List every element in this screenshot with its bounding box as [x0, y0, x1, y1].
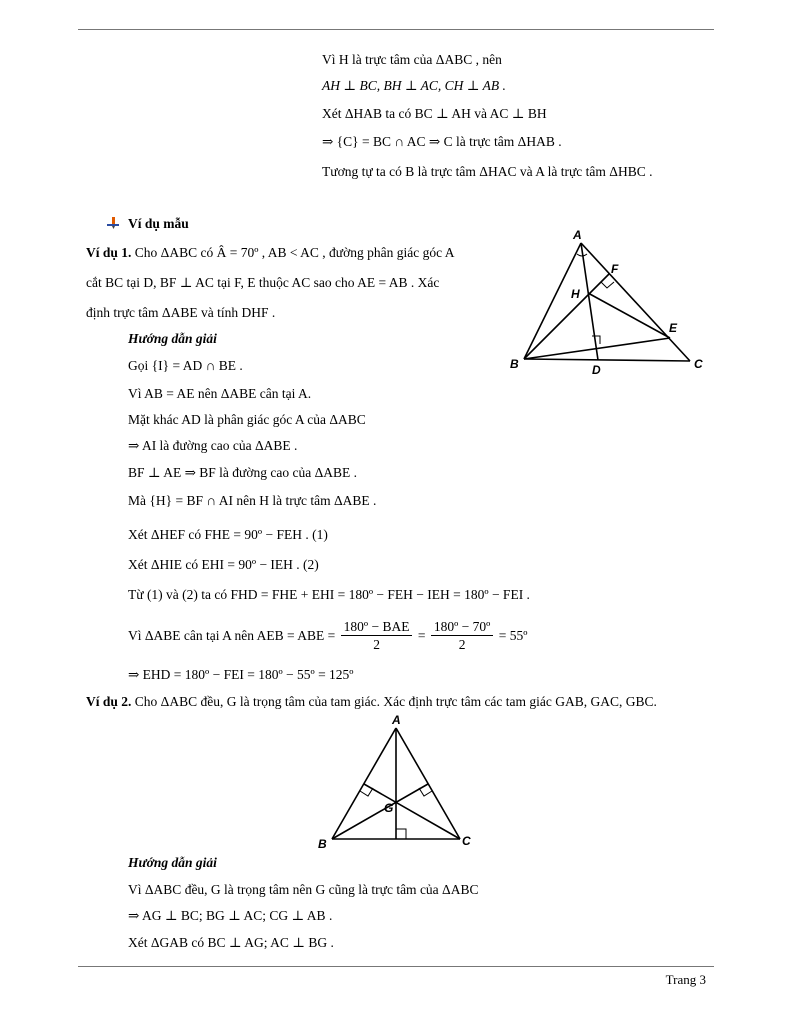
- text-line: ⇒ EHD = 180º − FEI = 180º − 55º = 125º: [128, 667, 354, 682]
- text-line: AH ⊥ BC, BH ⊥ AC, CH ⊥ AB .: [322, 78, 506, 93]
- example-2-text: Cho ΔABC đều, G là trọng tâm của tam giác. Xác định trực tâm các tam giác GAB, GAC, GBC.: [131, 694, 657, 709]
- point-label-f: F: [611, 262, 619, 276]
- right-angle-mark: [601, 282, 614, 288]
- text-line: Tương tự ta có B là trực tâm ΔHAC và A là trực tâm ΔHBC .: [322, 164, 653, 179]
- point-label-b: B: [318, 837, 327, 851]
- point-label-d: D: [592, 363, 601, 377]
- point-label-h: H: [571, 287, 580, 301]
- text-fragment: Vì ΔABE cân tại A nên AEB = ABE =: [128, 628, 336, 643]
- side-ab: [332, 728, 396, 839]
- side-ac: [396, 728, 460, 839]
- fraction: [431, 619, 494, 654]
- text-line: Mà {H} = BF ∩ AI nên H là trực tâm ΔABE .: [128, 493, 377, 508]
- fraction-numerator: 180º − BAE: [341, 619, 413, 636]
- text-line: định trực tâm ΔABE và tính DHF .: [86, 305, 276, 320]
- section-title: Ví dụ mẫu: [128, 216, 189, 231]
- text-line: Xét ΔHEF có FHE = 90º − FEH . (1): [128, 527, 328, 542]
- fraction: [341, 619, 413, 654]
- point-label-c: C: [694, 357, 703, 371]
- text-line: Xét ΔHAB ta có BC ⊥ AH và AC ⊥ BH: [322, 106, 547, 121]
- example-2-line: [86, 693, 657, 711]
- point-label-a: A: [573, 228, 582, 242]
- fraction-numerator: 180º − 70º: [431, 619, 494, 636]
- text-line: ⇒ {C} = BC ∩ AC ⇒ C là trực tâm ΔHAB .: [322, 134, 562, 149]
- text-line: Vì H là trực tâm của ΔABC , nên: [322, 52, 502, 67]
- guide-heading: Hướng dẫn giải: [128, 855, 217, 870]
- guide-heading: Hướng dẫn giải: [128, 331, 217, 346]
- page-number: Trang 3: [665, 972, 706, 987]
- point-label-a: A: [392, 713, 401, 727]
- text-line: Từ (1) và (2) ta có FHD = FHE + EHI = 180º − FEH − IEH = 180º − FEI .: [128, 587, 530, 602]
- example-1-line: [86, 244, 454, 262]
- side-ab: [524, 243, 581, 359]
- right-angle-mark: [419, 788, 432, 796]
- text-line: Vì AB = AE nên ΔABE cân tại A.: [128, 386, 312, 401]
- text-line: Xét ΔGAB có BC ⊥ AG; AC ⊥ BG .: [128, 935, 334, 950]
- point-label-c: C: [462, 834, 471, 848]
- right-angle-mark: [396, 829, 406, 839]
- point-label-b: B: [510, 357, 519, 371]
- example-1-label: Ví dụ 1.: [86, 245, 132, 260]
- equals-sign: =: [417, 628, 426, 643]
- right-angle-mark: [360, 788, 373, 796]
- text-line: Gọi {I} = AD ∩ BE .: [128, 358, 243, 373]
- fraction-line: [128, 616, 527, 656]
- fraction-denominator: 2: [373, 637, 380, 653]
- side-bc: [524, 359, 690, 361]
- fraction-denominator: 2: [458, 637, 466, 653]
- text-line: Mặt khác AD là phân giác góc A của ΔABC: [128, 412, 366, 427]
- point-label-e: E: [669, 321, 678, 335]
- point-label-g: G: [384, 801, 394, 815]
- pencil-icon: [106, 216, 120, 230]
- text-fragment: = 55º: [498, 628, 528, 643]
- header-rule: [78, 29, 714, 30]
- text-line: cắt BC tại D, BF ⊥ AC tại F, E thuộc AC sao cho AE = AB . Xác: [86, 275, 440, 290]
- triangle-figure-2: [316, 712, 476, 852]
- text-line: Vì ΔABC đều, G là trọng tâm nên G cũng là trực tâm của ΔABC: [128, 882, 479, 897]
- text-line: ⇒ AI là đường cao của ΔABE .: [128, 438, 298, 453]
- example-2-label: Ví dụ 2.: [86, 694, 132, 709]
- text-line: ⇒ AG ⊥ BC; BG ⊥ AC; CG ⊥ AB .: [128, 908, 333, 923]
- text-line: Xét ΔHIE có EHI = 90º − IEH . (2): [128, 557, 319, 572]
- text-line: BF ⊥ AE ⇒ BF là đường cao của ΔABE .: [128, 465, 358, 480]
- triangle-figure-1: [500, 226, 720, 378]
- footer-rule: [78, 966, 714, 967]
- segment-he: [588, 293, 670, 338]
- bisector-ad: [581, 243, 598, 360]
- example-1-text: Cho ΔABC có Â = 70º , AB < AC , đường phân giác góc A: [131, 245, 455, 260]
